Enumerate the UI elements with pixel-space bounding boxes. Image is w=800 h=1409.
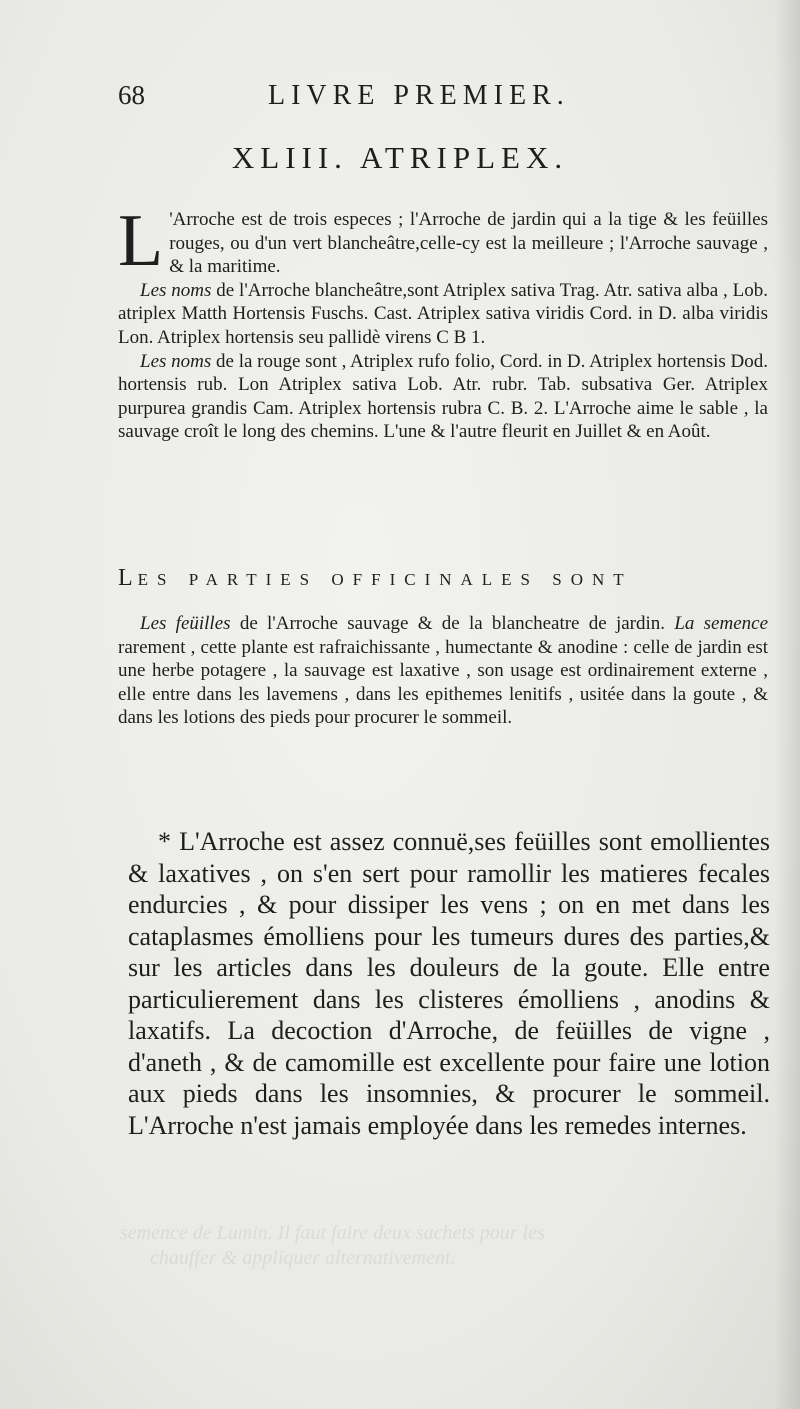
paragraph-text: de la rouge sont , Atriplex rufo folio, Cord. in D. Atriplex hortensis Dod. hortensis rub. Lon Atriplex sativa Lob. Atr. rubr. Tab. subsativa Ger. Atriplex purpurea grandis Cam. Atriplex hortensis rubra C. B. 2. L'Arroche aime le sable , la sauvage croît le long des chemins. L'une & l'autre fleurit en Juillet & en Août. (118, 350, 768, 443)
paragraph-text: de l'Arroche blancheâtre,sont Atriplex sativa Trag. Atr. sativa alba , Lob. atriplex Matth Hortensis Fuschs. Cast. Atriplex sativa viridis Cord. in D. alba viridis Lon. Atriplex hortensis seu pallidè virens C B 1. (118, 279, 769, 348)
page-header (118, 80, 638, 116)
italic-lead: Les feüilles (140, 613, 231, 634)
paragraph-text: rarement , cette plante est rafraichissante , humectante & anodine : celle de jardin est une herbe potagere , la sauvage est laxative , son usage est ordinairement externe , elle entre dans les lavemens , dans les epithemes lenitifs , usitée dans la goute , & dans les lotions des pieds pour procurer le sommeil. (118, 636, 768, 729)
chapter-title: XLIII. ATRIPLEX. (231, 140, 569, 175)
annotation-note (128, 826, 770, 1141)
text-block-officinal (118, 612, 768, 730)
bleed-through-text: semence de Lumin. Il faut faire deux sachets pour les (120, 1222, 545, 1244)
section-heading (118, 565, 768, 599)
italic-lead: Les noms (140, 279, 212, 301)
running-head: LIVRE PREMIER. (268, 80, 570, 111)
italic-lead: La semence (674, 613, 768, 634)
paragraph-text: 'Arroche est de trois especes ; l'Arroche de jardin qui a la tige & les feüilles rouges, ou d'un vert blancheâtre,celle-cy est la meilleure ; l'Arroche sauvage , & la maritime. (169, 209, 768, 278)
text-block-intro (118, 200, 769, 444)
note-text: * L'Arroche est assez connuë,ses feüilles sont emollientes & laxatives , on s'en sert pour ramollir les matieres fecales endurcies , & pour dissiper les vens ; on en met dans les cataplasmes émolliens pour les tumeurs dures des parties,& sur les articles dans les douleurs de la goute. Elle entre particulierement dans les clisteres émolliens , anodins & laxatifs. La decoction d'Arroche, de feüilles de vigne , d'aneth , & de camomille est excellente pour faire une lotion aux pieds dans les insomnies, & procurer le sommeil. L'Arroche n'est jamais employée dans les remedes internes. (128, 827, 770, 1140)
page-edge-shadow (774, 0, 800, 1409)
paragraph-text: de l'Arroche sauvage & de la blancheatre de jardin. (230, 613, 675, 634)
section-heading-initial: L (118, 565, 138, 591)
paragraph-names-red (118, 350, 768, 444)
page-number: 68 (118, 80, 145, 110)
paragraph-officinal (118, 612, 768, 730)
drop-cap: L (118, 200, 164, 282)
italic-lead: Les noms (140, 350, 212, 372)
bleed-through-text: chauffer & appliquer alternativement. (150, 1247, 456, 1269)
section-heading-text: ES PARTIES OFFICINALES SONT (137, 570, 633, 589)
paragraph-names-white (118, 279, 768, 350)
paragraph-species (118, 200, 768, 282)
